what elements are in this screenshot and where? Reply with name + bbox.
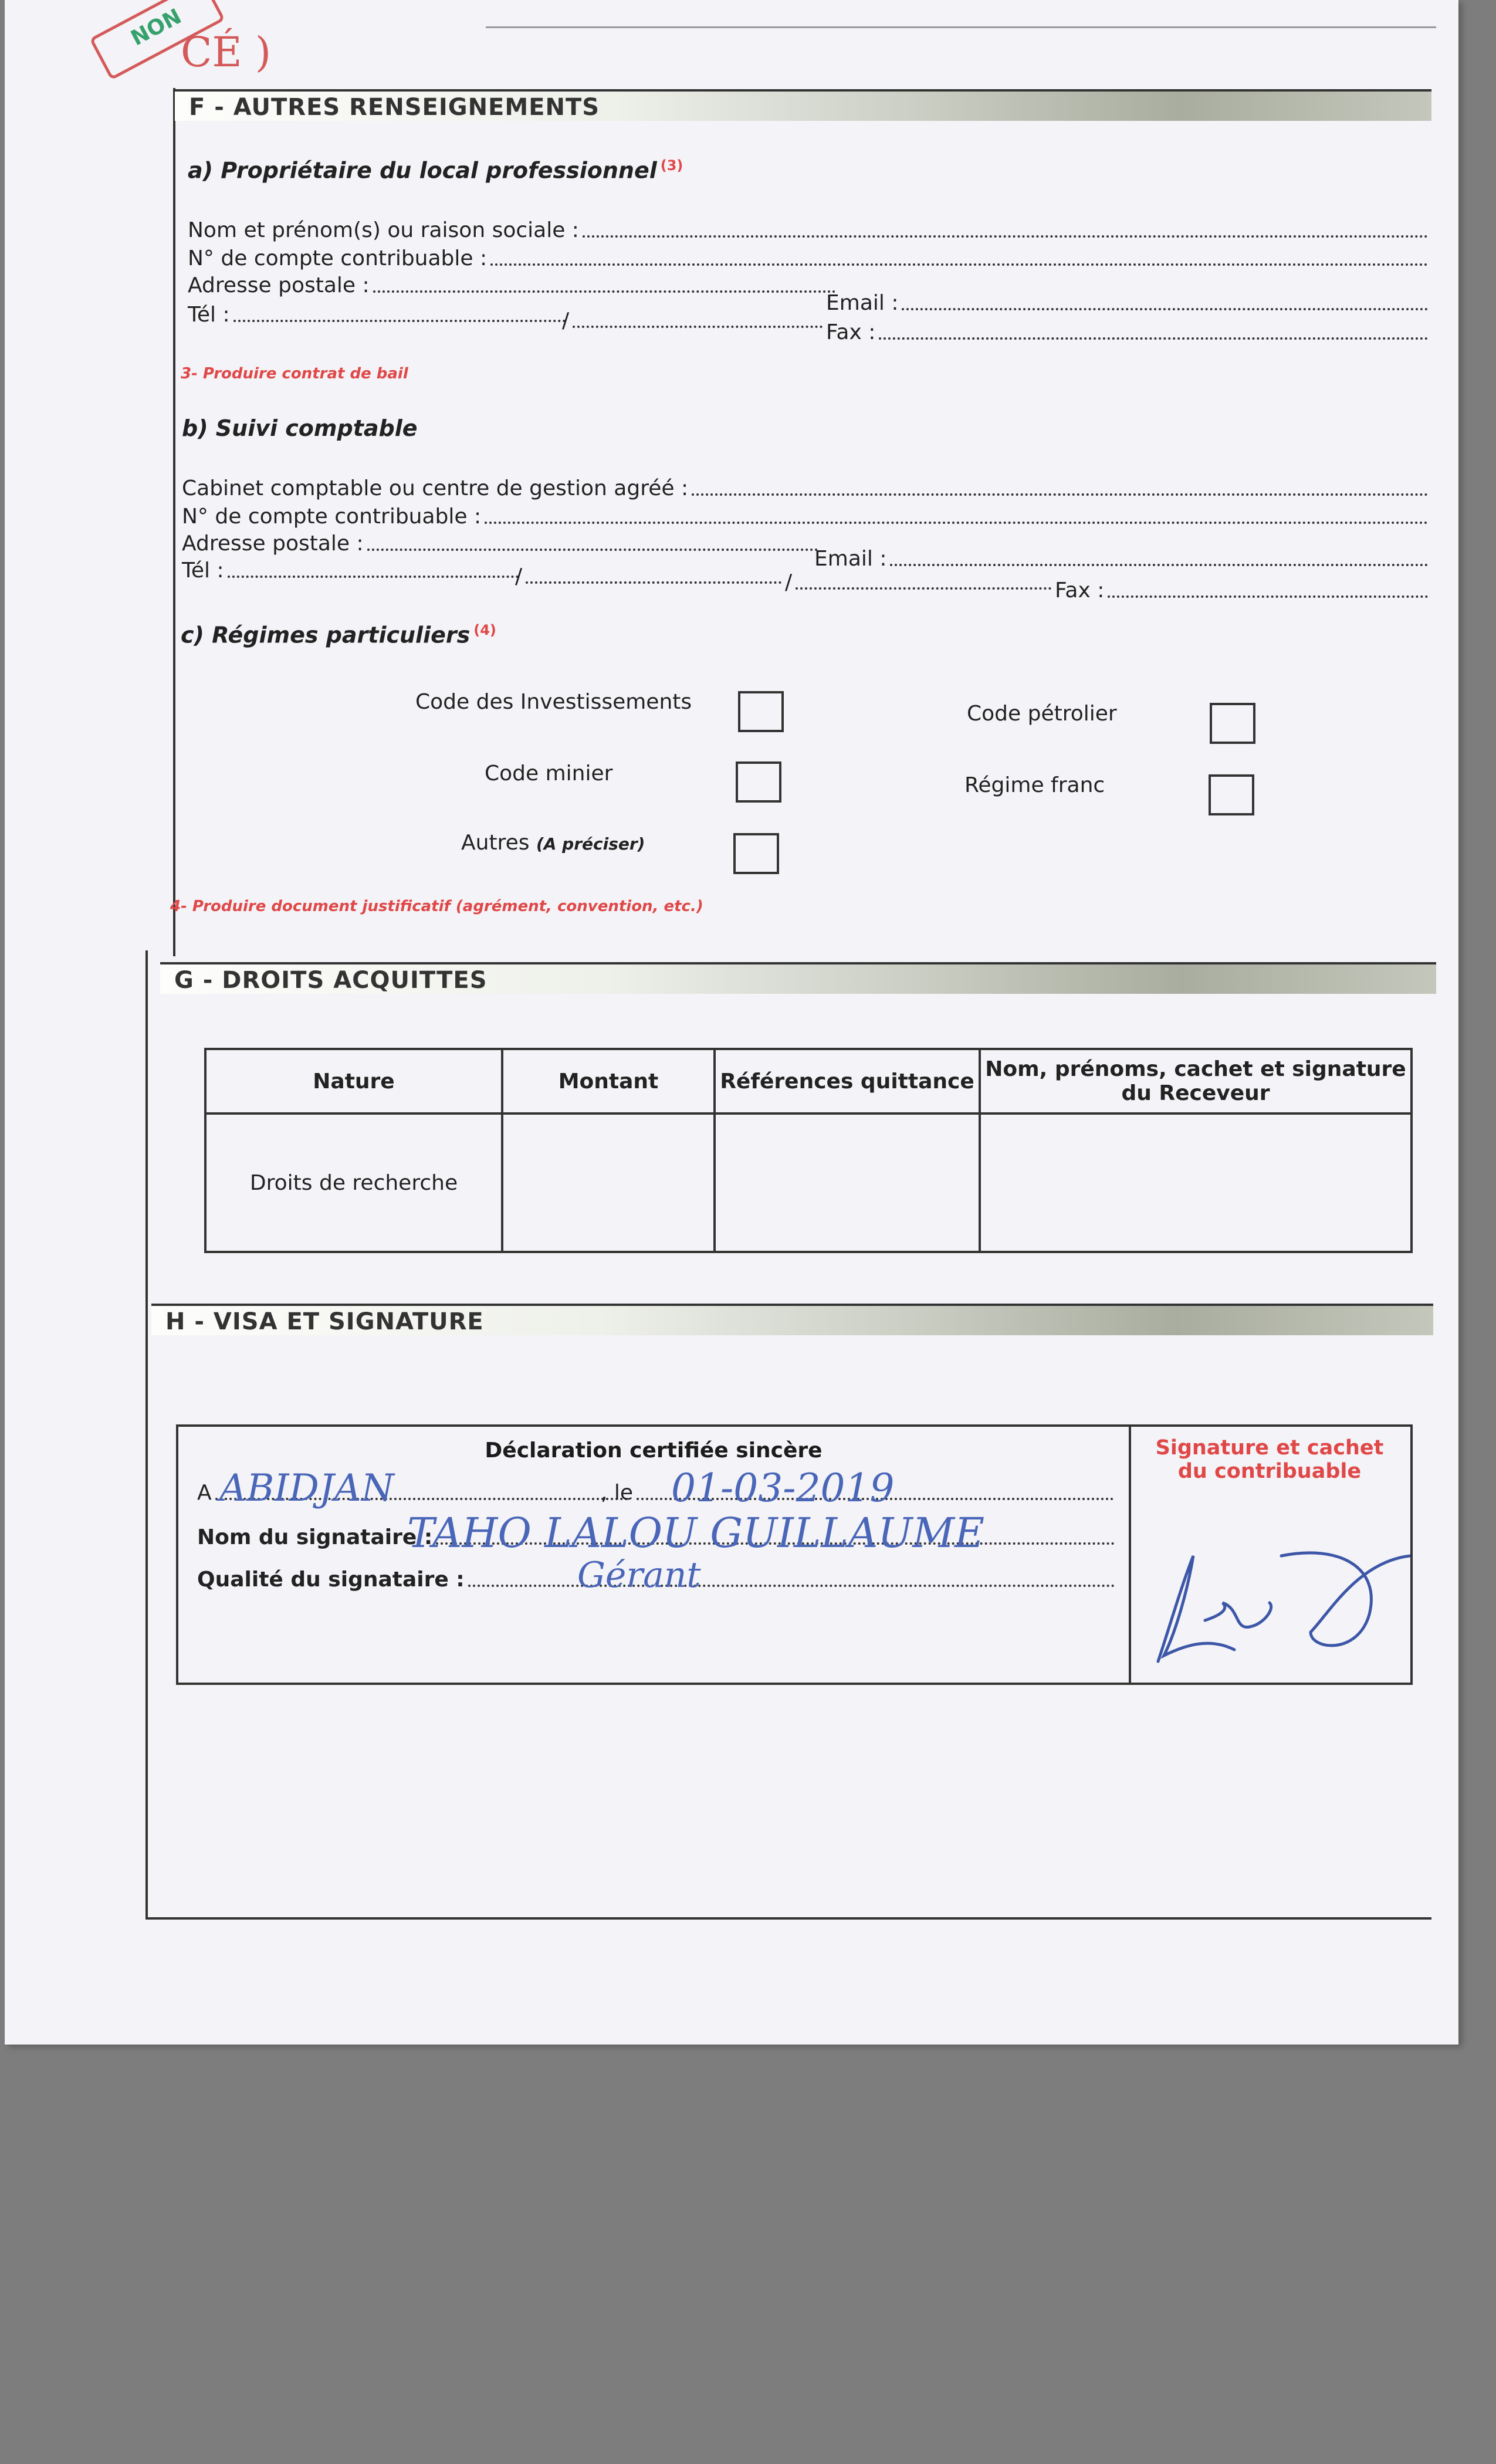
subsection-a-footnote: (3) <box>660 157 683 174</box>
top-partial-mark: CÉ ) <box>181 28 272 76</box>
code-investissements-checkbox[interactable] <box>738 691 784 732</box>
owner-name-field[interactable] <box>188 218 1431 242</box>
owner-address-field[interactable] <box>188 273 839 297</box>
subsection-c-label: c) Régimes particuliers <box>181 622 471 648</box>
accountant-email-field[interactable] <box>814 547 1431 571</box>
accountant-tel-field-3[interactable] <box>785 570 1055 594</box>
owner-name-label: Nom et prénom(s) ou raison sociale : <box>188 218 579 242</box>
cell-nature: Droits de recherche <box>205 1113 502 1252</box>
owner-email-label: Email : <box>826 291 899 315</box>
subsection-c-title <box>181 622 496 648</box>
subsection-c-footnote: (4) <box>473 622 496 638</box>
cell-references[interactable] <box>715 1113 980 1252</box>
document-page <box>5 0 1458 2045</box>
accountant-tel-field[interactable] <box>182 559 522 583</box>
footnote-3: 3- Produire contrat de bail <box>181 365 408 383</box>
signatory-name-value: TAHO LALOU GUILLAUME <box>407 1509 985 1557</box>
section-h-header <box>151 1304 1433 1335</box>
section-g-header <box>160 962 1436 994</box>
accountant-firm-field[interactable] <box>182 476 1431 500</box>
section-f-header <box>175 89 1431 121</box>
accountant-tel-label: Tél : <box>182 559 224 583</box>
subsection-a-label: a) Propriétaire du local professionnel <box>188 157 657 184</box>
section-f-title: F - AUTRES RENSEIGNEMENTS <box>189 94 600 121</box>
frame-left-border <box>173 88 175 956</box>
owner-fax-label: Fax : <box>826 320 876 344</box>
subsection-b-title: b) Suivi comptable <box>182 415 418 441</box>
autres-hint: (A préciser) <box>536 834 645 854</box>
owner-account-field[interactable] <box>188 246 1431 270</box>
signatory-name-label: Nom du signataire : <box>197 1525 433 1549</box>
autres-checkbox[interactable] <box>733 833 779 874</box>
accountant-address-label: Adresse postale : <box>182 532 364 556</box>
autres-text: Autres <box>461 831 530 855</box>
declaration-box <box>176 1424 1413 1685</box>
owner-email-field[interactable] <box>826 291 1431 315</box>
header-receveur: Nom, prénoms, cachet et signature du Receveur <box>980 1049 1412 1113</box>
accountant-tel-field-2[interactable] <box>515 564 785 588</box>
accountant-tel-separator-2: / <box>785 570 793 594</box>
autres-label <box>461 831 645 855</box>
owner-tel-field-2[interactable] <box>562 309 826 333</box>
accountant-email-label: Email : <box>814 547 887 571</box>
cell-montant[interactable] <box>502 1113 715 1252</box>
date-value: 01-03-2019 <box>671 1465 895 1511</box>
table-header-row <box>205 1049 1412 1113</box>
accountant-fax-label: Fax : <box>1055 578 1105 603</box>
owner-fax-field[interactable] <box>826 320 1431 344</box>
frame-left-border-lower <box>145 950 148 1918</box>
header-references-quittance: Références quittance <box>715 1049 980 1113</box>
signature-column-divider <box>1129 1427 1131 1683</box>
signatory-quality-label: Qualité du signataire : <box>197 1568 465 1592</box>
header-montant: Montant <box>502 1049 715 1113</box>
footnote-4: 4- Produire document justificatif (agrément, convention, etc.) <box>170 898 703 915</box>
owner-tel-label: Tél : <box>188 303 230 327</box>
accountant-fax-field[interactable] <box>1055 578 1431 603</box>
top-rule <box>486 26 1436 28</box>
signature-label: Signature et cachet du contribuable <box>1155 1436 1384 1483</box>
code-investissements-label: Code des Investissements <box>415 690 692 714</box>
table-row <box>205 1113 1412 1252</box>
declaration-title: Déclaration certifiée sincère <box>485 1439 823 1463</box>
regime-franc-checkbox[interactable] <box>1209 774 1254 815</box>
signatory-quality-value: Gérant <box>577 1555 701 1596</box>
droits-acquittes-table <box>204 1048 1413 1253</box>
frame-bottom-border <box>145 1917 1431 1920</box>
owner-tel-field[interactable] <box>188 303 569 327</box>
accountant-firm-label: Cabinet comptable ou centre de gestion agréé : <box>182 476 689 500</box>
owner-account-label: N° de compte contribuable : <box>188 246 488 270</box>
code-petrolier-label: Code pétrolier <box>967 702 1117 726</box>
code-minier-checkbox[interactable] <box>736 761 781 803</box>
accountant-address-field[interactable] <box>182 532 821 556</box>
section-h-title: H - VISA ET SIGNATURE <box>165 1308 484 1335</box>
accountant-account-label: N° de compte contribuable : <box>182 505 482 529</box>
top-stamp: NON <box>89 0 225 80</box>
owner-tel-separator: / <box>562 309 570 333</box>
section-g-title: G - DROITS ACQUITTES <box>174 967 488 994</box>
header-nature: Nature <box>205 1049 502 1113</box>
owner-address-label: Adresse postale : <box>188 273 370 297</box>
accountant-tel-separator-1: / <box>515 564 523 588</box>
cell-receveur[interactable] <box>980 1113 1412 1252</box>
place-value: ABIDJAN <box>219 1467 394 1510</box>
subsection-a-title <box>188 157 683 184</box>
code-minier-label: Code minier <box>485 761 613 786</box>
regime-franc-label: Régime franc <box>964 773 1105 797</box>
date-label: , le <box>601 1481 634 1505</box>
place-label: A <box>197 1481 212 1505</box>
handwritten-signature <box>1135 1521 1410 1679</box>
accountant-account-field[interactable] <box>182 505 1431 529</box>
code-petrolier-checkbox[interactable] <box>1210 703 1255 744</box>
